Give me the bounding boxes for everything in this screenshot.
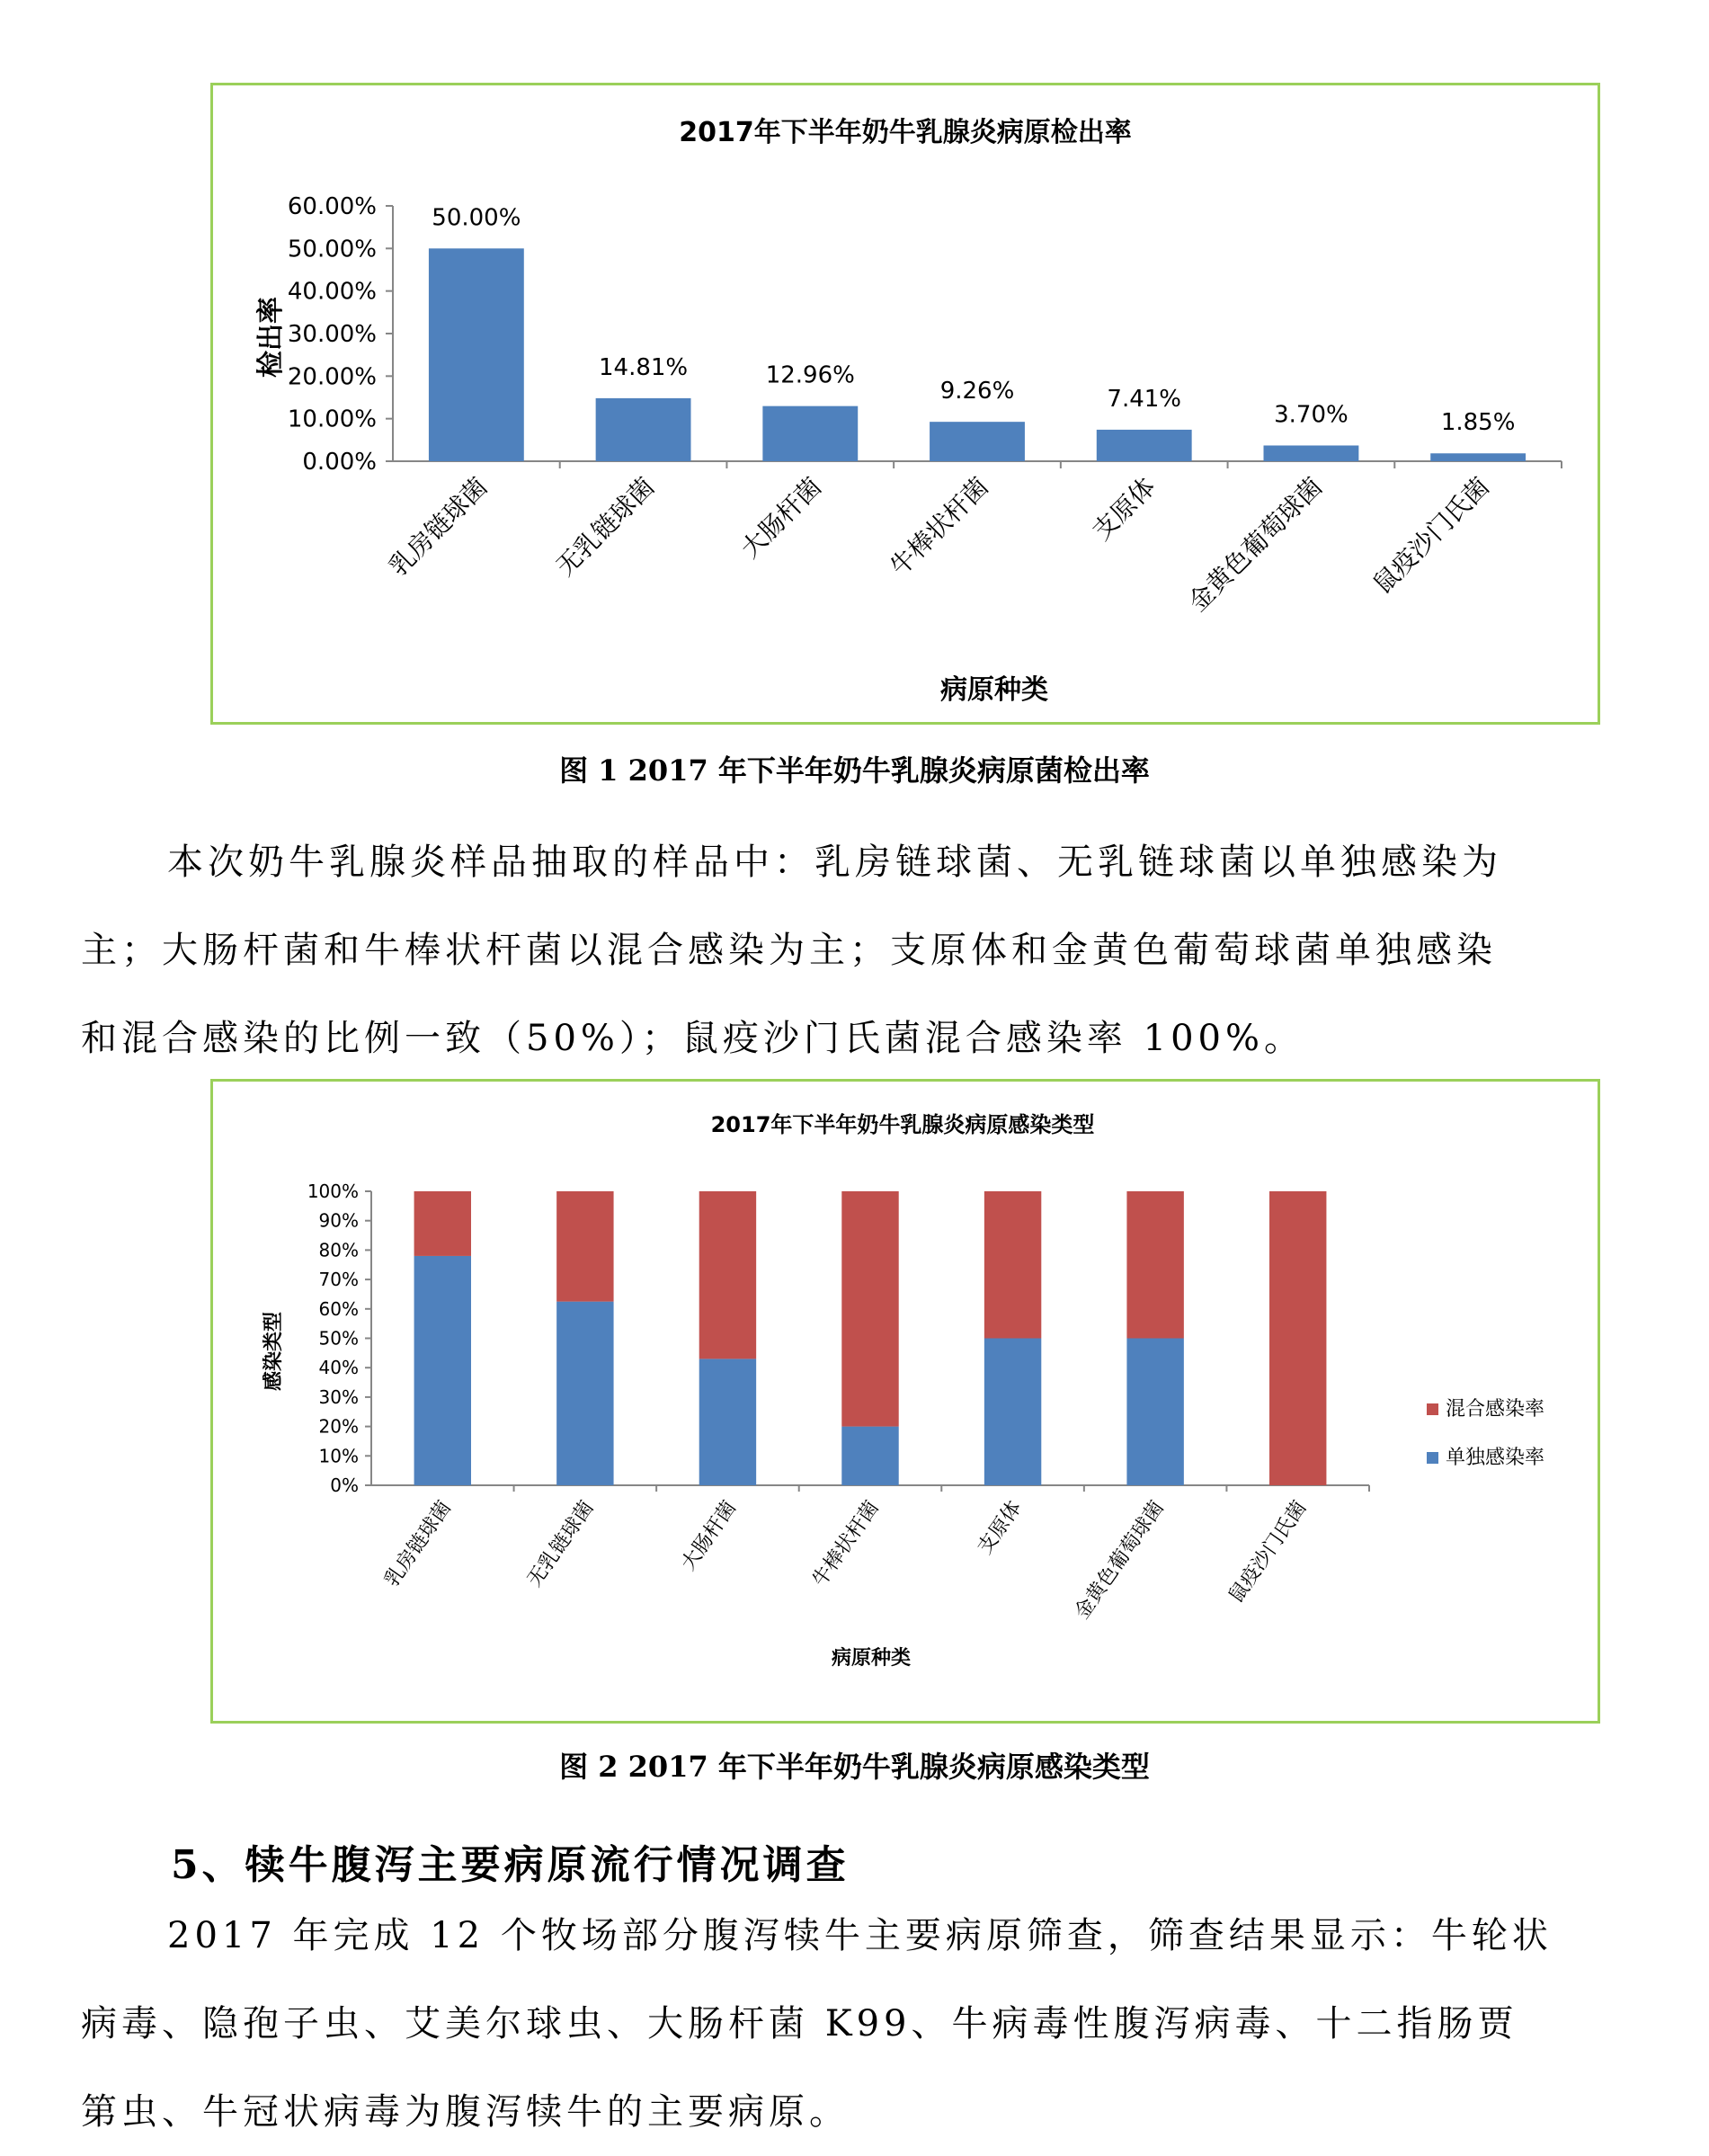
chart-1-x-tick-label: 乳房链球菌 [383, 471, 494, 582]
chart-2-bar-mixed [841, 1191, 898, 1427]
chart-1-x-tick-label: 鼠疫沙门氏菌 [1366, 471, 1496, 600]
chart-2-bar-mixed [556, 1191, 613, 1302]
paragraph-1-line: 主；大肠杆菌和牛棒状杆菌以混合感染为主；支原体和金黄色葡萄球菌单独感染 [81, 930, 1497, 971]
paragraph-1 [81, 818, 1636, 1082]
paragraph-2-line: 病毒、隐孢子虫、艾美尔球虫、大肠杆菌 K99、牛病毒性腹泻病毒、十二指肠贾 [81, 2003, 1518, 2045]
chart-2-y-axis-label: 感染类型 [263, 1311, 285, 1392]
chart-2-y-tick-label: 40% [318, 1357, 359, 1379]
chart-1-y-tick-label: 20.00% [287, 363, 377, 391]
legend-label-mixed: 混合感染率 [1446, 1398, 1545, 1421]
legend-swatch-mixed [1427, 1403, 1438, 1415]
section-heading: 5、犊牛腹泻主要病原流行情况调查 [171, 1842, 850, 1888]
paragraph-2-line: 2017 年完成 12 个牧场部分腹泻犊牛主要病原筛查，筛查结果显示：牛轮状 [167, 1915, 1553, 1956]
chart-1-y-tick-label: 50.00% [287, 236, 377, 263]
figure-1-caption: 图 1 2017 年下半年奶牛乳腺炎病原菌检出率 [559, 753, 1150, 788]
chart-1-data-label: 7.41% [1107, 385, 1182, 413]
chart-2-y-tick-label: 20% [318, 1415, 359, 1438]
chart-1-bar [1264, 445, 1359, 461]
chart-1-y-tick-label: 30.00% [287, 321, 377, 348]
chart-1-y-axis-label: 检出率 [255, 297, 287, 378]
chart-2-bar-single [841, 1427, 898, 1485]
chart-1-x-tick-label: 金黄色葡萄球菌 [1182, 471, 1329, 618]
chart-2-bar-mixed [699, 1191, 756, 1359]
paragraph-2-line: 第虫、牛冠状病毒为腹泻犊牛的主要病原。 [81, 2091, 850, 2133]
paragraph-2 [81, 1892, 1636, 2156]
chart-2-bar-mixed [414, 1191, 471, 1256]
chart-2-bar-mixed [1269, 1191, 1326, 1485]
chart-2-bar-mixed [984, 1191, 1041, 1339]
chart-2-x-tick-label: 金黄色葡萄球菌 [1071, 1497, 1170, 1624]
chart-2-x-tick-label: 大肠杆菌 [677, 1497, 742, 1575]
chart-1-data-label: 50.00% [432, 204, 521, 232]
chart-1-bar [1097, 430, 1192, 461]
chart-1-y-tick-label: 10.00% [287, 405, 377, 433]
chart-2-x-tick-label: 无乳链球菌 [523, 1497, 599, 1591]
chart-2-title: 2017年下半年奶牛乳腺炎病原感染类型 [710, 1112, 1095, 1137]
chart-1-x-tick-label: 牛棒状杆菌 [884, 471, 994, 582]
chart-2-y-tick-label: 30% [318, 1385, 359, 1408]
chart-2-x-tick-label: 支原体 [974, 1497, 1027, 1559]
chart-2-bar-single [414, 1256, 471, 1485]
chart-2-y-tick-label: 70% [318, 1269, 359, 1291]
chart-1-svg [213, 85, 1598, 722]
chart-1-x-tick-label: 支原体 [1086, 471, 1162, 547]
chart-2-x-tick-label: 牛棒状杆菌 [808, 1497, 884, 1591]
chart-1-x-tick-label: 大肠杆菌 [734, 471, 828, 565]
paragraph-1-line: 本次奶牛乳腺炎样品抽取的样品中：乳房链球菌、无乳链球菌以单独感染为 [167, 842, 1502, 883]
paragraph-1-line: 和混合感染的比例一致（50%）；鼠疫沙门氏菌混合感染率 100%。 [81, 1018, 1304, 1059]
chart-2-x-tick-label: 乳房链球菌 [380, 1497, 457, 1591]
chart-2-svg [213, 1082, 1598, 1721]
chart-2-bar-single [699, 1359, 756, 1485]
chart-1-bar [596, 398, 691, 461]
chart-1-data-label: 3.70% [1274, 401, 1349, 429]
chart-2-y-tick-label: 80% [318, 1239, 359, 1261]
chart-2-x-tick-label: 鼠疫沙门氏菌 [1224, 1497, 1312, 1608]
chart-1-frame [210, 83, 1600, 725]
chart-2-x-axis-label: 病原种类 [831, 1647, 912, 1670]
chart-2-legend [1427, 1398, 1544, 1469]
chart-1-bar [762, 406, 858, 461]
chart-1-y-tick-label: 40.00% [287, 278, 377, 306]
chart-2-y-tick-label: 50% [318, 1327, 359, 1350]
chart-2-y-tick-label: 100% [307, 1180, 359, 1202]
chart-1-bar [1430, 453, 1526, 461]
chart-1-data-label: 12.96% [765, 361, 855, 389]
chart-1-data-label: 9.26% [939, 378, 1015, 405]
chart-1-data-label: 14.81% [599, 353, 689, 381]
chart-2-y-tick-label: 60% [318, 1297, 359, 1320]
legend-label-single: 单独感染率 [1446, 1447, 1545, 1469]
chart-2-bar-mixed [1126, 1191, 1183, 1339]
chart-2-y-tick-label: 90% [318, 1209, 359, 1232]
chart-1-bar [930, 422, 1025, 461]
legend-swatch-single [1427, 1452, 1438, 1464]
chart-2-bar-single [556, 1302, 613, 1485]
chart-1-title: 2017年下半年奶牛乳腺炎病原检出率 [679, 117, 1132, 148]
chart-1-y-tick-label: 60.00% [287, 193, 377, 220]
chart-1-x-tick-label: 无乳链球菌 [550, 471, 661, 582]
chart-2-y-tick-label: 0% [330, 1474, 359, 1496]
chart-1-y-tick-label: 0.00% [302, 449, 377, 476]
figure-2-caption: 图 2 2017 年下半年奶牛乳腺炎病原感染类型 [559, 1750, 1150, 1784]
chart-1-bar [429, 248, 524, 461]
chart-2-frame [210, 1079, 1600, 1724]
chart-2-bar-single [984, 1339, 1041, 1486]
chart-1-x-axis-label: 病原种类 [940, 674, 1048, 706]
chart-2-bar-single [1126, 1339, 1183, 1486]
chart-2-y-tick-label: 10% [318, 1445, 359, 1467]
chart-1-data-label: 1.85% [1440, 409, 1516, 437]
